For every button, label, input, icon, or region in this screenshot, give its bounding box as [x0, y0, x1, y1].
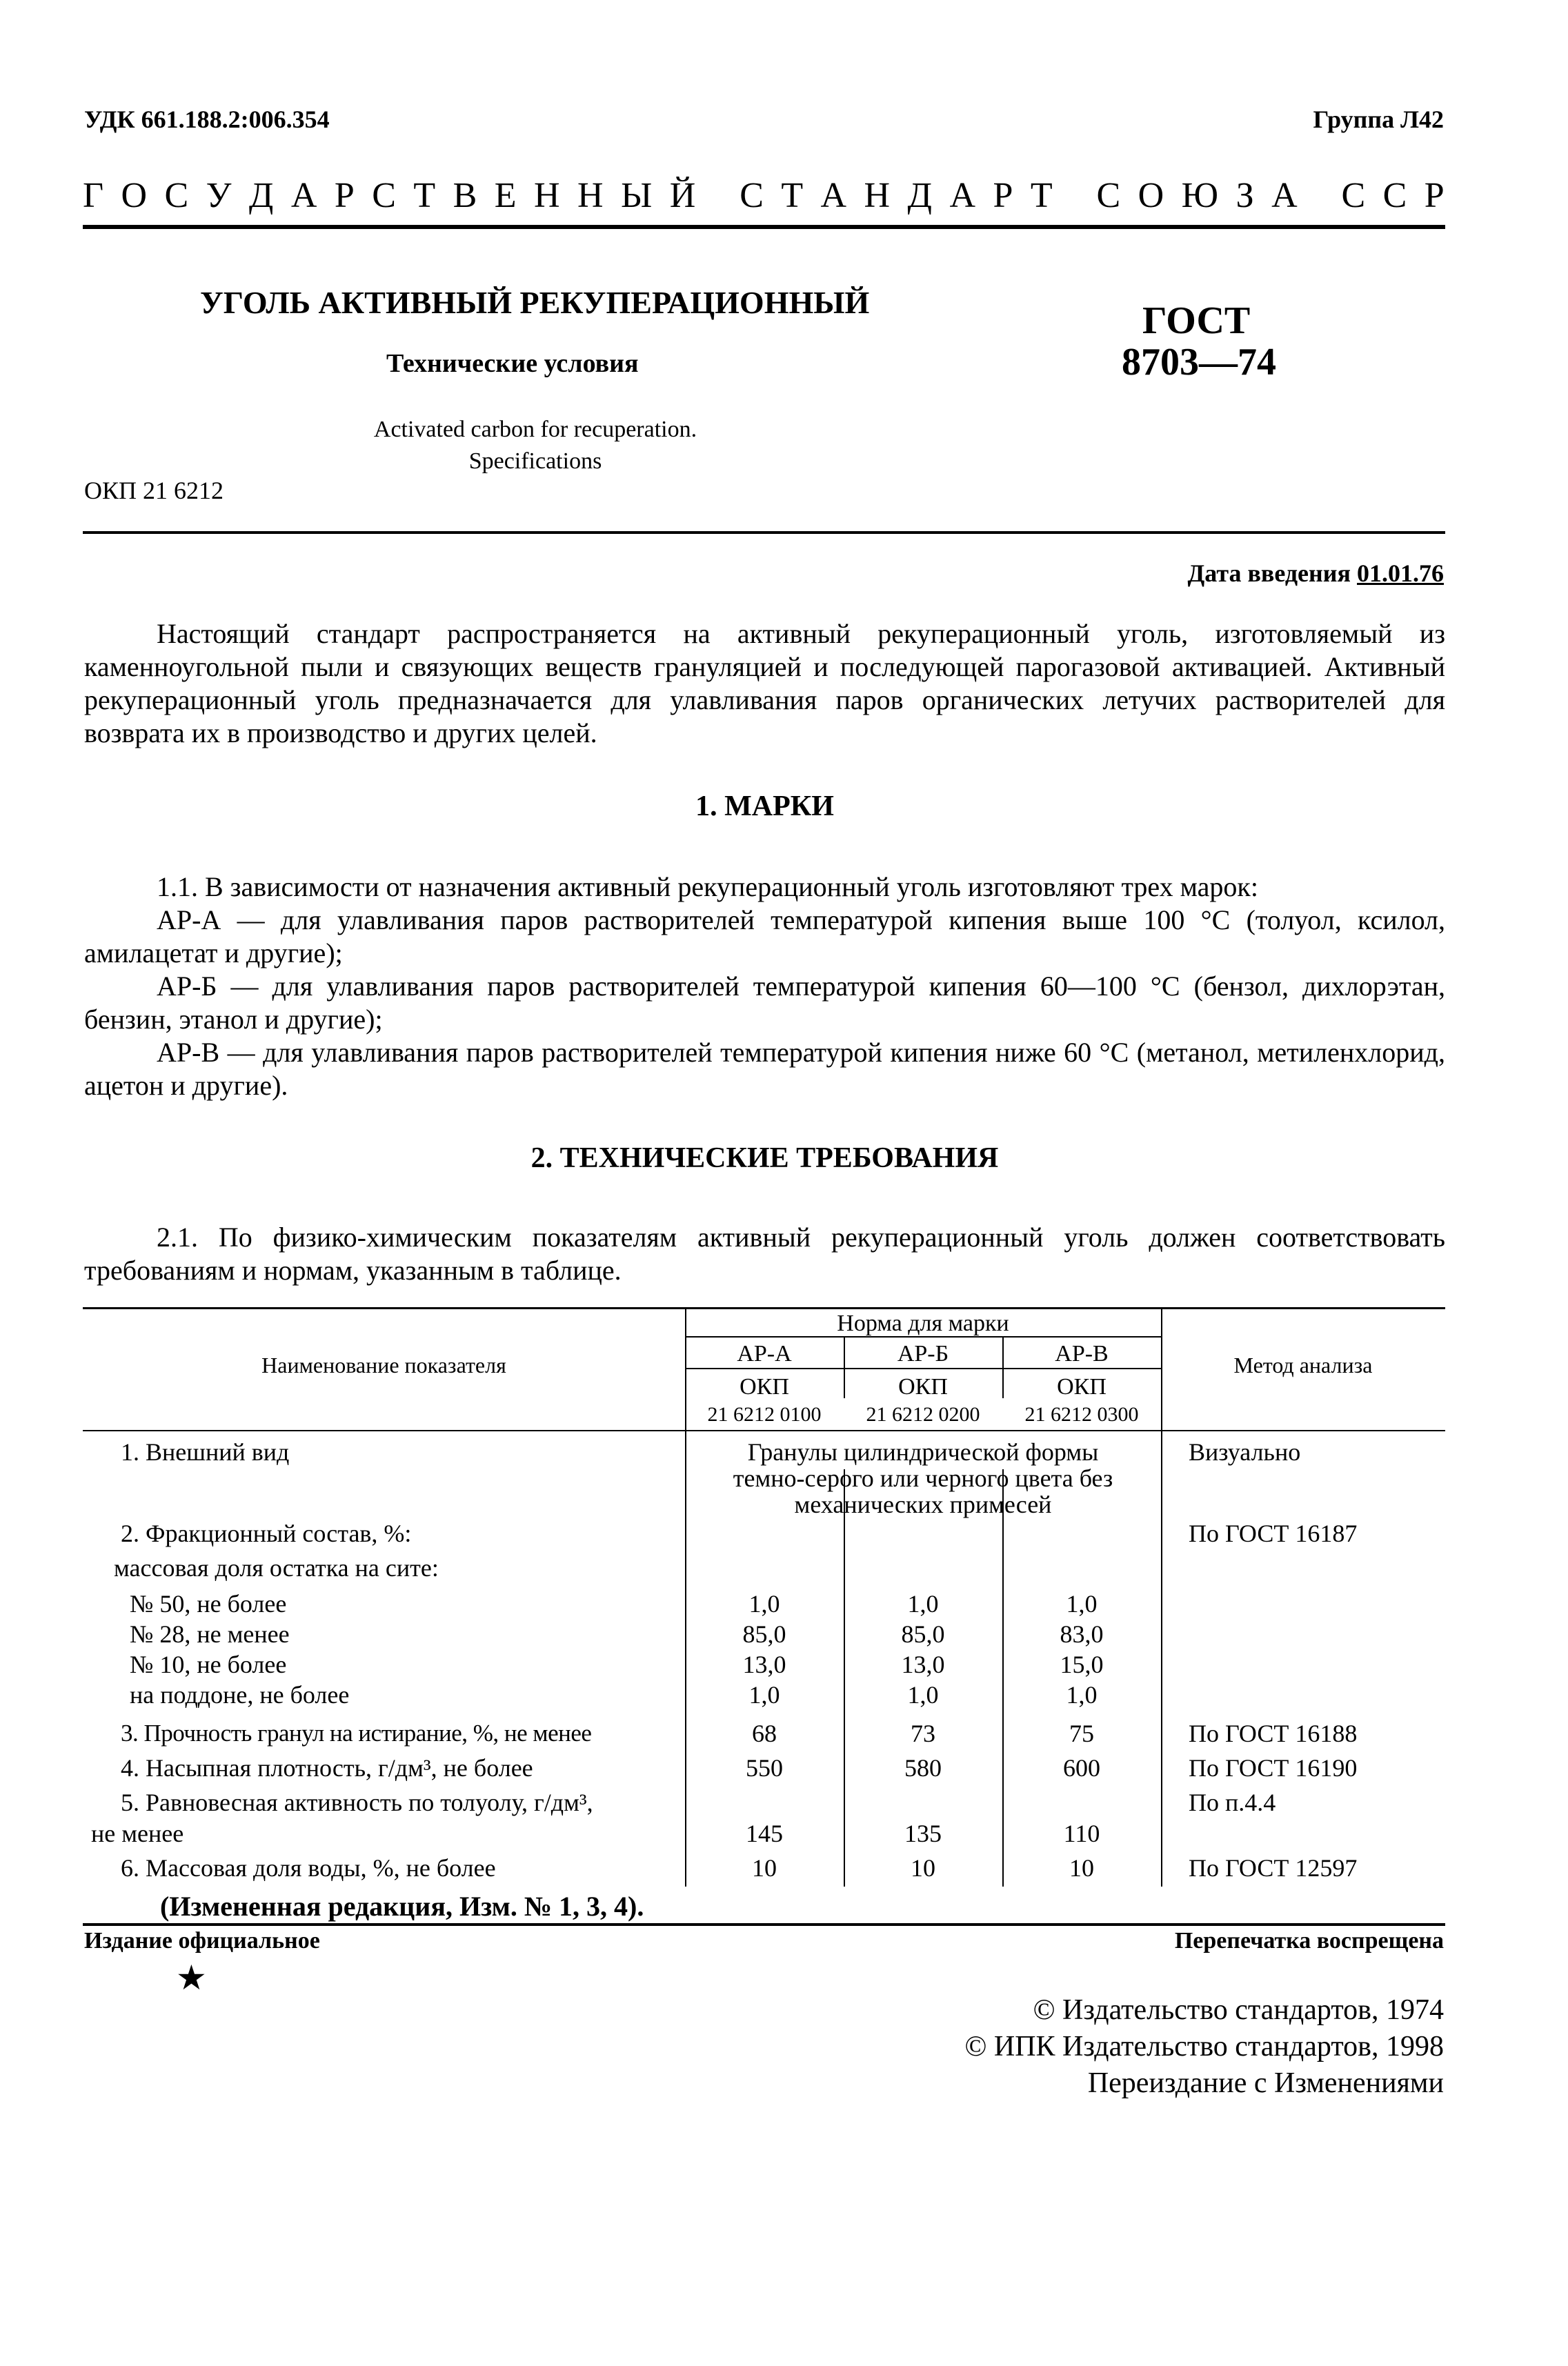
- star-icon: ★: [176, 1958, 207, 1997]
- grade-ar-a-text: АР-А — для улавливания паров растворителей температурой кипения выше 100 °С (толуол, ксилол, амилацетат и другие);: [84, 904, 1445, 968]
- document-subtitle: Технические условия: [386, 349, 639, 378]
- okp-label: ОКП: [740, 1374, 789, 1400]
- row-5-name-line-1: 5. Равновесная активность по толуолу, г/дм³,: [121, 1789, 593, 1816]
- grade-ar-v: АР-В: [1055, 1341, 1109, 1366]
- row-6-name: 6. Массовая доля воды, %, не более: [121, 1854, 496, 1882]
- banner-letter: Д: [248, 175, 275, 215]
- value-cell: 85,0: [742, 1620, 786, 1648]
- gost-label: ГОСТ: [1142, 299, 1251, 342]
- row-4-name: 4. Насыпная плотность, г/дм³, не более: [121, 1754, 533, 1782]
- copyright-1998: © ИПК Издательство стандартов, 1998: [964, 2031, 1444, 2062]
- value-cell: 135: [904, 1820, 942, 1847]
- value-cell: 1,0: [1066, 1681, 1098, 1709]
- english-title: [328, 414, 742, 477]
- grade-ar-a: АР-А: [737, 1341, 792, 1366]
- value-cell: 13,0: [742, 1651, 786, 1678]
- row-2-subtitle: массовая доля остатка на сите:: [114, 1554, 439, 1582]
- banner-letter: С: [372, 175, 397, 215]
- row-4-method: По ГОСТ 16190: [1189, 1754, 1358, 1782]
- banner-letter: О: [1138, 175, 1165, 215]
- value-cell: 1,0: [748, 1681, 780, 1709]
- banner-letter: З: [1235, 175, 1255, 215]
- banner-letter: Ы: [620, 175, 653, 215]
- value-cell: 580: [904, 1754, 942, 1782]
- title-rule: [83, 531, 1445, 534]
- value-cell: 73: [911, 1720, 935, 1747]
- banner-letter: Н: [577, 175, 604, 215]
- row-1-method: Визуально: [1189, 1438, 1301, 1466]
- banner-letter: А: [949, 175, 977, 215]
- standard-banner: [83, 171, 1445, 219]
- sieve-row-name: № 28, не менее: [130, 1620, 290, 1648]
- row-3-name: 3. Прочность гранул на истирание, %, не менее: [121, 1720, 592, 1747]
- banner-letter: Т: [781, 175, 804, 215]
- banner-letter: Й: [669, 175, 697, 215]
- banner-letter: Н: [864, 175, 891, 215]
- value-cell: 75: [1069, 1720, 1094, 1747]
- okp-label: ОКП: [1057, 1374, 1106, 1400]
- value-cell: 1,0: [748, 1590, 780, 1618]
- banner-letter: Н: [533, 175, 561, 215]
- english-title-line-2: Specifications: [468, 448, 602, 474]
- banner-letter: А: [1271, 175, 1298, 215]
- sieve-row-name: на поддоне, не более: [130, 1681, 350, 1709]
- banner-letter: Т: [413, 175, 437, 215]
- reissue-note: Переиздание с Изменениями: [1087, 2067, 1444, 2099]
- clause-1-1: 1.1. В зависимости от назначения активный рекуперационный уголь изготовляют трех марок:: [157, 871, 1258, 902]
- copyright-1974: © Издательство стандартов, 1974: [1033, 1994, 1444, 2026]
- footer-rule: [83, 1923, 1445, 1926]
- value-cell: 1,0: [1066, 1590, 1098, 1618]
- header-norm: Норма для марки: [837, 1311, 1009, 1336]
- banner-letter: С: [164, 175, 190, 215]
- banner-space: [1315, 175, 1324, 216]
- sieve-row-name: № 50, не более: [130, 1590, 287, 1618]
- banner-letter: С: [1096, 175, 1122, 215]
- okp-code-ar-v: 21 6212 0300: [1024, 1403, 1139, 1426]
- table-rule: [685, 1336, 1161, 1338]
- banner-letter: Ю: [1181, 175, 1220, 215]
- banner-rule: [83, 225, 1445, 229]
- banner-letter: Р: [334, 175, 355, 215]
- intro-paragraph: Настоящий стандарт распространяется на активный рекуперационный уголь, изготовляемый из каменноугольной пыли и связующих веществ грануляцией и последующей парогазовой активацией. Активный рекуперационный уголь предназначается для улавливания паров органических летучих растворителей для возврата их в производство и других целей.: [84, 618, 1445, 748]
- value-cell: 110: [1063, 1820, 1100, 1847]
- table-col-rule: [1161, 1307, 1162, 1887]
- row-5-name-line-2: не менее: [91, 1820, 184, 1847]
- udk-code: УДК 661.188.2:006.354: [84, 106, 330, 133]
- value-cell: 145: [746, 1820, 783, 1847]
- row-2-name: 2. Фракционный состав, %:: [121, 1520, 412, 1547]
- section-2-heading: 2. ТЕХНИЧЕСКИЕ ТРЕБОВАНИЯ: [530, 1142, 999, 1174]
- banner-letter: В: [453, 175, 478, 215]
- banner-letter: Р: [1424, 175, 1445, 215]
- effective-date-label: Дата введения: [1187, 559, 1351, 587]
- official-edition: Издание официальное: [84, 1928, 320, 1954]
- banner-letter: С: [1382, 175, 1408, 215]
- banner-letter: А: [290, 175, 318, 215]
- table-header-rule: [83, 1430, 1445, 1431]
- banner-letter: Т: [1030, 175, 1053, 215]
- row-1-norm-line-1: Гранулы цилиндрической формы: [747, 1438, 1099, 1466]
- okp-label: ОКП: [898, 1374, 948, 1400]
- okp-code: ОКП 21 6212: [84, 477, 224, 504]
- value-cell: 85,0: [901, 1620, 945, 1648]
- effective-date: [1188, 559, 1445, 588]
- value-cell: 1,0: [907, 1681, 939, 1709]
- value-cell: 83,0: [1060, 1620, 1104, 1648]
- document-title: УГОЛЬ АКТИВНЫЙ РЕКУПЕРАЦИОННЫЙ: [200, 285, 870, 320]
- okp-code-ar-a: 21 6212 0100: [707, 1403, 822, 1426]
- value-cell: 10: [752, 1854, 777, 1882]
- row-1-norm-line-3: механических примесей: [794, 1490, 1052, 1518]
- table-top-rule: [83, 1307, 1445, 1309]
- banner-letter: Г: [83, 175, 105, 215]
- banner-space: [1070, 175, 1080, 216]
- banner-letter: С: [740, 175, 764, 215]
- gost-number: 8703—74: [1122, 341, 1276, 384]
- value-cell: 13,0: [901, 1651, 945, 1678]
- group-code: Группа Л42: [1313, 106, 1444, 133]
- section-1-heading: 1. МАРКИ: [695, 791, 834, 822]
- row-5-method: По п.4.4: [1189, 1789, 1276, 1816]
- value-cell: 15,0: [1060, 1651, 1104, 1678]
- value-cell: 10: [911, 1854, 935, 1882]
- grade-ar-b-text: АР-Б — для улавливания паров растворителей температурой кипения 60—100 °С (бензол, дихлорэтан, бензин, этанол и другие);: [84, 971, 1445, 1035]
- grade-ar-v-text: АР-В — для улавливания паров растворителей температурой кипения ниже 60 °С (метанол, метиленхлорид, ацетон и другие).: [84, 1037, 1445, 1101]
- okp-code-ar-b: 21 6212 0200: [866, 1403, 980, 1426]
- table-rule: [685, 1368, 1161, 1369]
- row-2-method: По ГОСТ 16187: [1189, 1520, 1358, 1547]
- requirements-table: [83, 1307, 1445, 1907]
- grade-ar-b: АР-Б: [897, 1341, 949, 1366]
- section-1-text: [84, 871, 1445, 1102]
- sieve-row-name: № 10, не более: [130, 1651, 287, 1678]
- header-indicator-name: Наименование показателя: [261, 1353, 506, 1378]
- row-1-norm-line-2: темно-серого или черного цвета без: [733, 1464, 1113, 1492]
- english-title-line-1: Activated carbon for recuperation.: [373, 417, 697, 442]
- reprint-prohibited: Перепечатка воспрещена: [1174, 1928, 1444, 1954]
- banner-letter: У: [206, 175, 232, 215]
- banner-letter: Р: [993, 175, 1014, 215]
- row-1-name: 1. Внешний вид: [121, 1438, 290, 1466]
- banner-letter: Д: [907, 175, 933, 215]
- banner-letter: О: [121, 175, 148, 215]
- effective-date-value: 01.01.76: [1357, 559, 1444, 587]
- banner-letter: С: [1341, 175, 1367, 215]
- value-cell: 550: [746, 1754, 783, 1782]
- banner-space: [713, 175, 723, 216]
- revision-note: (Измененная редакция, Изм. № 1, 3, 4).: [160, 1891, 644, 1922]
- row-1-norm: [685, 1440, 1161, 1518]
- value-cell: 68: [752, 1720, 777, 1747]
- row-3-method: По ГОСТ 16188: [1189, 1720, 1358, 1747]
- value-cell: 10: [1069, 1854, 1094, 1882]
- clause-2-1: 2.1. По физико-химическим показателям активный рекуперационный уголь должен соответствовать требованиям и нормам, указанным в таблице.: [84, 1222, 1445, 1286]
- banner-letter: Е: [494, 175, 517, 215]
- value-cell: 1,0: [907, 1590, 939, 1618]
- value-cell: 600: [1063, 1754, 1100, 1782]
- row-6-method: По ГОСТ 12597: [1189, 1854, 1358, 1882]
- banner-letter: А: [820, 175, 848, 215]
- header-method: Метод анализа: [1233, 1353, 1373, 1378]
